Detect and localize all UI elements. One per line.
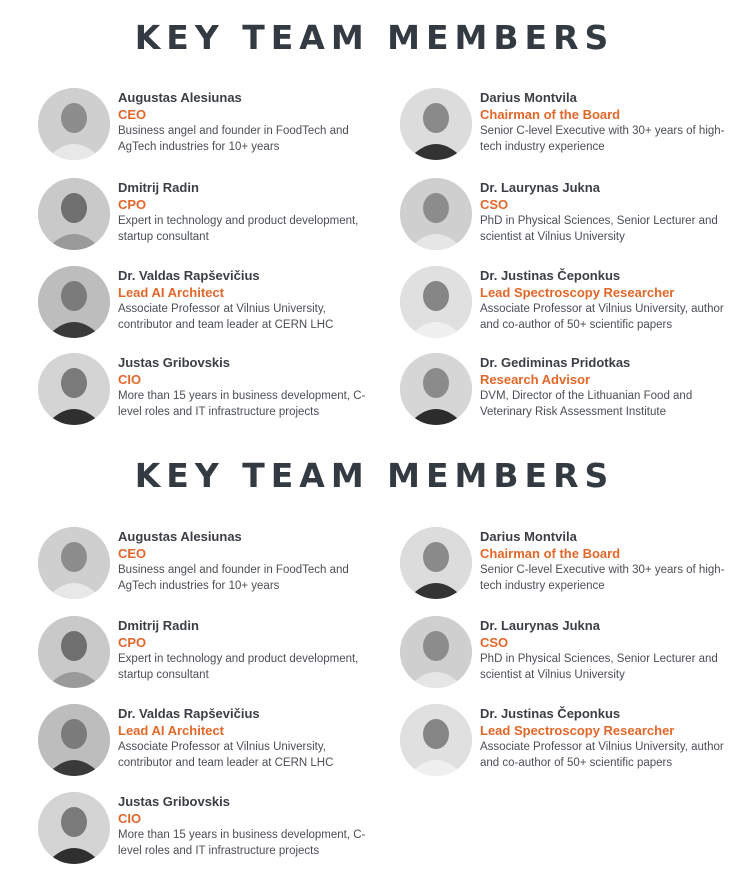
team-member-card	[38, 527, 378, 607]
member-role: Research Advisor	[480, 372, 591, 387]
team-member-card	[38, 792, 378, 872]
member-name: Darius Montvila	[480, 529, 577, 544]
team-member-card	[38, 88, 378, 168]
avatar	[400, 704, 472, 776]
team-member-card	[38, 178, 378, 258]
avatar	[38, 266, 110, 338]
avatar	[400, 178, 472, 250]
member-name: Dr. Justinas Čeponkus	[480, 706, 621, 721]
avatar	[38, 88, 110, 160]
member-description: Associate Professor at Vilnius University, contributor and team leader at CERN LHC	[118, 741, 334, 769]
member-name: Dmitrij Radin	[118, 180, 199, 195]
member-role: CSO	[480, 197, 509, 212]
avatar	[38, 704, 110, 776]
member-name: Dr. Laurynas Jukna	[480, 618, 600, 633]
member-description: DVM, Director of the Lithuanian Food and Veterinary Risk Assessment Institute	[480, 390, 693, 418]
member-role: CEO	[118, 546, 147, 561]
avatar	[400, 353, 472, 425]
member-role: Chairman of the Board	[480, 546, 621, 561]
member-description: More than 15 years in business development, C-level roles and IT infrastructure projects	[118, 829, 366, 857]
member-role: Chairman of the Board	[480, 107, 621, 122]
avatar	[400, 616, 472, 688]
member-role: Lead AI Architect	[118, 723, 224, 738]
member-name: Dr. Valdas Rapševičius	[118, 268, 260, 283]
member-role: CPO	[118, 635, 147, 650]
member-name: Darius Montvila	[480, 90, 577, 105]
member-role: CEO	[118, 107, 147, 122]
member-description: Senior C-level Executive with 30+ years of high-tech industry experience	[480, 564, 725, 592]
member-role: CIO	[118, 811, 142, 826]
member-name: Justas Gribovskis	[118, 794, 230, 809]
team-member-card	[400, 616, 740, 696]
member-description: Business angel and founder in FoodTech and AgTech industries for 10+ years	[118, 564, 349, 592]
member-role: Lead Spectroscopy Researcher	[480, 723, 675, 738]
team-member-card	[38, 616, 378, 696]
section-title: KEY TEAM MEMBERS	[134, 456, 615, 495]
team-member-card	[400, 266, 740, 346]
avatar	[38, 353, 110, 425]
member-role: CPO	[118, 197, 147, 212]
member-description: Senior C-level Executive with 30+ years of high-tech industry experience	[480, 125, 725, 153]
member-description: More than 15 years in business development, C-level roles and IT infrastructure projects	[118, 390, 366, 418]
avatar	[38, 616, 110, 688]
member-description: Expert in technology and product development, startup consultant	[118, 215, 359, 243]
team-member-card	[400, 527, 740, 607]
member-description: PhD in Physical Sciences, Senior Lecturer and scientist at Vilnius University	[480, 215, 718, 243]
team-member-card	[38, 266, 378, 346]
team-member-card	[400, 178, 740, 258]
team-member-card	[38, 353, 378, 433]
section-title: KEY TEAM MEMBERS	[134, 18, 615, 57]
member-name: Augustas Alesiunas	[118, 90, 242, 105]
member-description: Associate Professor at Vilnius University, author and co-author of 50+ scientific papers	[480, 303, 724, 331]
avatar	[400, 266, 472, 338]
member-role: CSO	[480, 635, 509, 650]
team-member-card	[38, 704, 378, 784]
avatar	[38, 792, 110, 864]
member-name: Dr. Valdas Rapševičius	[118, 706, 260, 721]
member-description: Associate Professor at Vilnius University, contributor and team leader at CERN LHC	[118, 303, 334, 331]
avatar	[38, 178, 110, 250]
member-role: CIO	[118, 372, 142, 387]
team-member-card	[400, 704, 740, 784]
member-role: Lead AI Architect	[118, 285, 224, 300]
team-member-card	[400, 353, 740, 433]
member-name: Justas Gribovskis	[118, 355, 230, 370]
avatar	[38, 527, 110, 599]
avatar	[400, 527, 472, 599]
member-description: Business angel and founder in FoodTech and AgTech industries for 10+ years	[118, 125, 349, 153]
member-name: Dr. Justinas Čeponkus	[480, 268, 621, 283]
member-name: Dr. Gediminas Pridotkas	[480, 355, 631, 370]
team-member-card	[400, 88, 740, 168]
member-description: Associate Professor at Vilnius University, author and co-author of 50+ scientific papers	[480, 741, 724, 769]
member-name: Dmitrij Radin	[118, 618, 199, 633]
member-role: Lead Spectroscopy Researcher	[480, 285, 675, 300]
member-description: Expert in technology and product development, startup consultant	[118, 653, 359, 681]
member-name: Augustas Alesiunas	[118, 529, 242, 544]
avatar	[400, 88, 472, 160]
member-description: PhD in Physical Sciences, Senior Lecturer and scientist at Vilnius University	[480, 653, 718, 681]
member-name: Dr. Laurynas Jukna	[480, 180, 600, 195]
